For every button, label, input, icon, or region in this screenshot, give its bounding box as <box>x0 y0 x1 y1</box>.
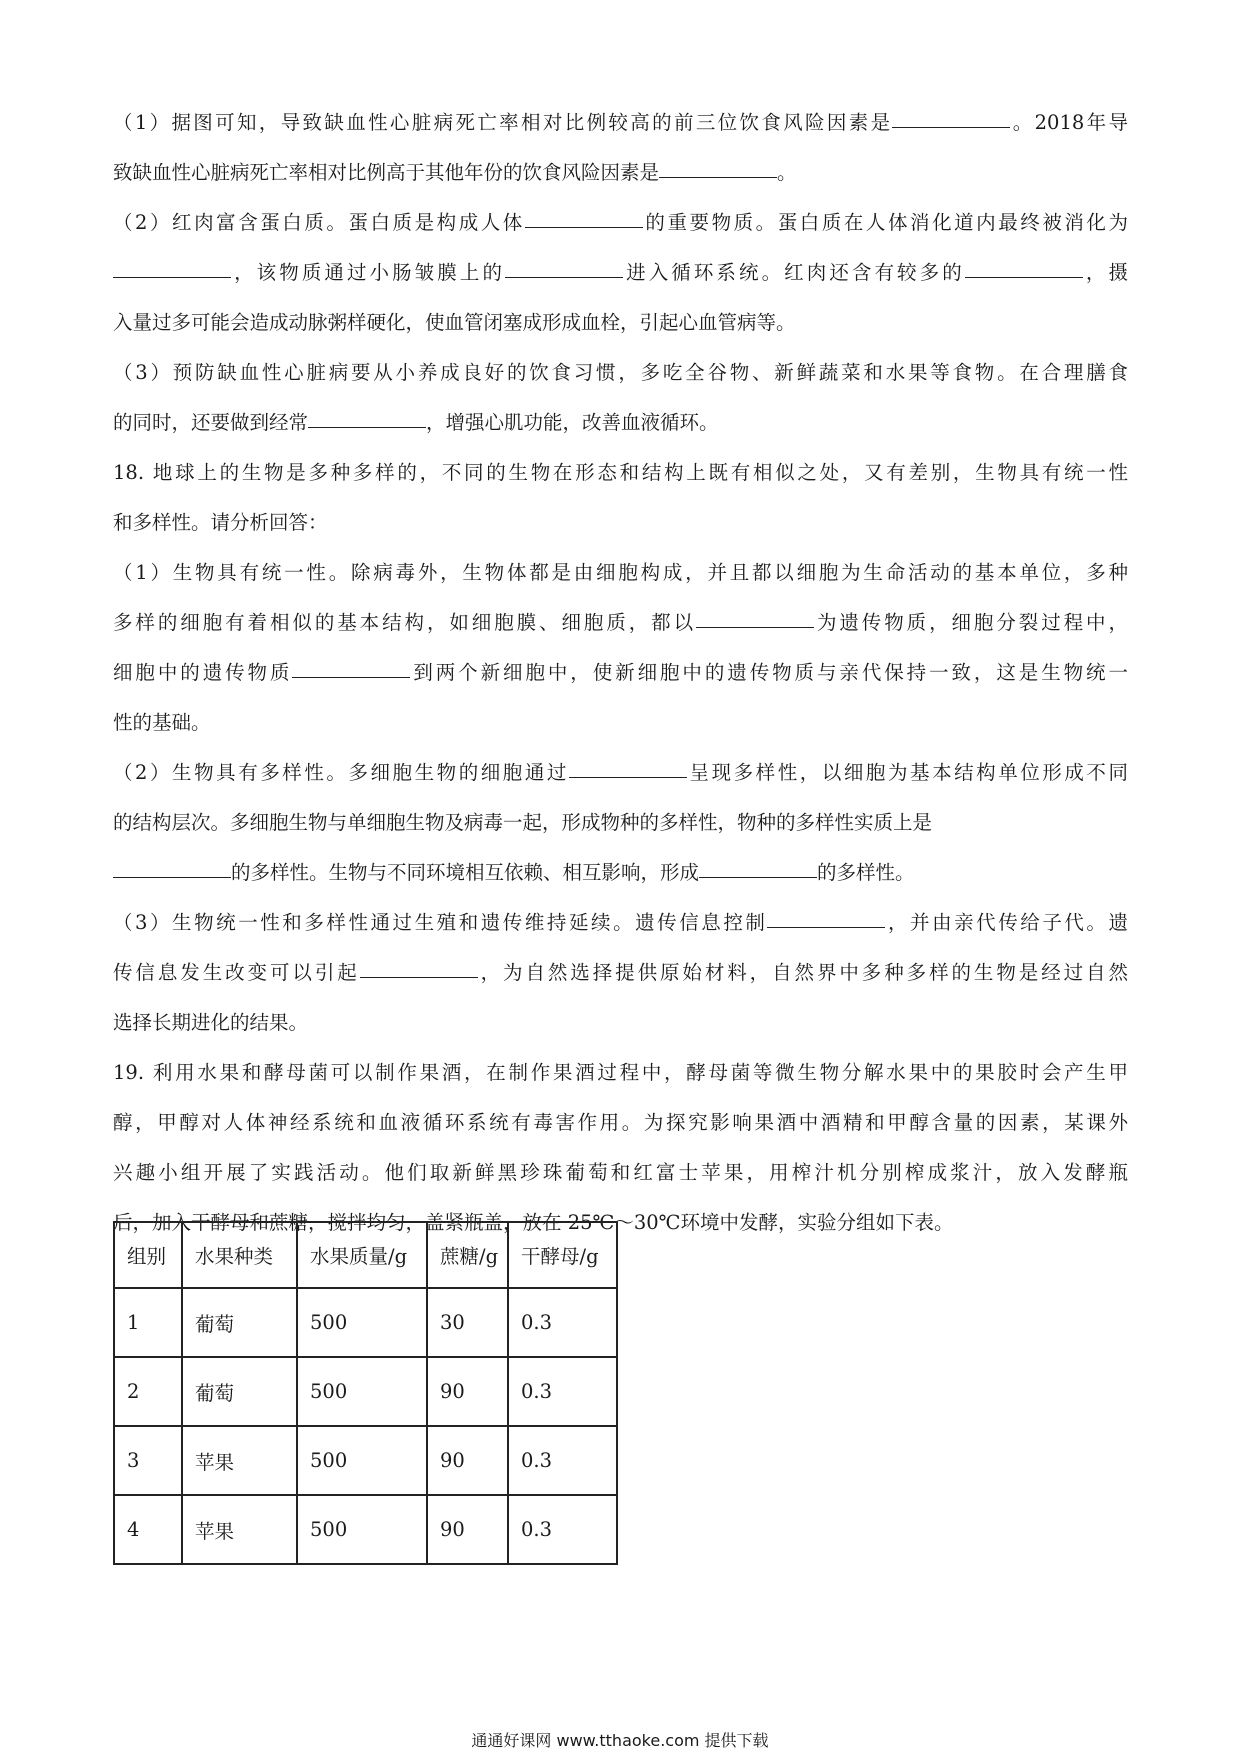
q18-part3-line3: 选择长期进化的结果。 <box>113 1011 309 1034</box>
answer-blank[interactable] <box>699 876 817 878</box>
table-cell: 90 <box>427 1495 508 1564</box>
table-row <box>114 1357 617 1426</box>
table-cell: 0.3 <box>508 1288 617 1357</box>
table-cell: 葡萄 <box>182 1288 297 1357</box>
q18-part1-line3: 细胞中的遗传物质 到两个新细胞中，使新细胞中的遗传物质与亲代保持一致，这是生物统一 <box>113 661 1128 684</box>
answer-blank[interactable] <box>696 626 814 628</box>
table-header-cell: 水果种类 <box>182 1222 297 1288</box>
table-cell: 2 <box>114 1357 182 1426</box>
answer-blank[interactable] <box>292 676 410 678</box>
table-cell: 葡萄 <box>182 1357 297 1426</box>
table-cell: 0.3 <box>508 1495 617 1564</box>
q19-stem-line3: 兴趣小组开展了实践活动。他们取新鲜黑珍珠葡萄和红富士苹果，用榨汁机分别榨成浆汁，放入发酵瓶 <box>113 1161 1128 1184</box>
q18-part3-line2: 传信息发生改变可以引起 ，为自然选择提供原始材料，自然界中多种多样的生物是经过自然 <box>113 961 1128 984</box>
table-header-cell: 蔗糖/g <box>427 1222 508 1288</box>
q19-stem-line2: 醇，甲醇对人体神经系统和血液循环系统有毒害作用。为探究影响果酒中酒精和甲醇含量的因素，某课外 <box>113 1111 1128 1134</box>
table-row <box>114 1288 617 1357</box>
table-cell: 30 <box>427 1288 508 1357</box>
q18-part2-line2: 的结构层次。多细胞生物与单细胞生物及病毒一起，形成物种的多样性，物种的多样性实质上是 <box>113 811 933 834</box>
q18-part1-line4: 性的基础。 <box>113 711 211 734</box>
q19-stem-line4: 后，加入干酵母和蔗糖，搅拌均匀，盖紧瓶盖，放在 25℃～30℃环境中发酵，实验分组如下表。 <box>113 1211 954 1234</box>
table-cell: 500 <box>297 1288 427 1357</box>
table-cell: 0.3 <box>508 1426 617 1495</box>
table-cell: 500 <box>297 1357 427 1426</box>
q18-part2-line3: 的多样性。生物与不同环境相互依赖、相互影响，形成 的多样性。 <box>113 848 1128 898</box>
q19-stem-line1: 19. 利用水果和酵母菌可以制作果酒，在制作果酒过程中，酵母菌等微生物分解水果中的果胶时会产生甲 <box>113 1061 1128 1084</box>
question-content <box>113 98 1128 1248</box>
q18-part1-line2: 多样的细胞有着相似的基本结构，如细胞膜、细胞质，都以 为遗传物质，细胞分裂过程中， <box>113 611 1128 634</box>
table-cell: 500 <box>297 1426 427 1495</box>
q18-part3-line1: （3）生物统一性和多样性通过生殖和遗传维持延续。遗传信息控制 ，并由亲代传给子代。遗 <box>113 911 1128 934</box>
experiment-table <box>113 1221 618 1565</box>
table-header-cell: 水果质量/g <box>297 1222 427 1288</box>
answer-blank[interactable] <box>569 776 687 778</box>
q17-part2-line1: （2）红肉富含蛋白质。蛋白质是构成人体 的重要物质。蛋白质在人体消化道内最终被消化为 <box>113 211 1128 234</box>
table-cell: 500 <box>297 1495 427 1564</box>
q17-part3-line2: 的同时，还要做到经常 ，增强心肌功能，改善血液循环。 <box>113 411 719 434</box>
table-cell: 4 <box>114 1495 182 1564</box>
q17-part2-line3: 入量过多可能会造成动脉粥样硬化，使血管闭塞成形成血栓，引起心血管病等。 <box>113 311 796 334</box>
answer-blank[interactable] <box>308 426 426 428</box>
q18-part2-line1: （2）生物具有多样性。多细胞生物的细胞通过 呈现多样性，以细胞为基本结构单位形成不同 <box>113 761 1128 784</box>
table-header-row <box>114 1222 617 1288</box>
answer-blank[interactable] <box>965 276 1083 278</box>
table-cell: 1 <box>114 1288 182 1357</box>
answer-blank[interactable] <box>113 276 231 278</box>
table-header-cell: 干酵母/g <box>508 1222 617 1288</box>
table-row <box>114 1426 617 1495</box>
answer-blank[interactable] <box>892 126 1010 128</box>
table-row <box>114 1495 617 1564</box>
q17-part1-line1: （1）据图可知，导致缺血性心脏病死亡率相对比例较高的前三位饮食风险因素是 。2018年导 <box>113 111 1128 134</box>
table-cell: 3 <box>114 1426 182 1495</box>
table-cell: 苹果 <box>182 1426 297 1495</box>
answer-blank[interactable] <box>525 226 643 228</box>
table-cell: 90 <box>427 1357 508 1426</box>
table-cell: 90 <box>427 1426 508 1495</box>
table-cell: 0.3 <box>508 1357 617 1426</box>
q17-part3-line1: （3）预防缺血性心脏病要从小养成良好的饮食习惯，多吃全谷物、新鲜蔬菜和水果等食物。在合理膳食 <box>113 361 1128 384</box>
answer-blank[interactable] <box>659 176 777 178</box>
answer-blank[interactable] <box>767 926 885 928</box>
answer-blank[interactable] <box>113 876 231 878</box>
answer-blank[interactable] <box>505 276 623 278</box>
q17-part1-line2: 致缺血性心脏病死亡率相对比例高于其他年份的饮食风险因素是 。 <box>113 161 797 184</box>
page-footer: 通通好课网 www.tthaoke.com 提供下载 <box>471 1731 769 1750</box>
table-cell: 苹果 <box>182 1495 297 1564</box>
q18-stem-line2: 和多样性。请分析回答： <box>113 511 328 534</box>
q18-stem-line1: 18. 地球上的生物是多种多样的，不同的生物在形态和结构上既有相似之处，又有差别，生物具有统一性 <box>113 461 1128 484</box>
table-header-cell: 组别 <box>114 1222 182 1288</box>
answer-blank[interactable] <box>360 976 478 978</box>
q17-part2-line2: ，该物质通过小肠皱膜上的 进入循环系统。红肉还含有较多的 ，摄 <box>113 248 1128 298</box>
q18-part1-line1: （1）生物具有统一性。除病毒外，生物体都是由细胞构成，并且都以细胞为生命活动的基本单位，多种 <box>113 561 1128 584</box>
